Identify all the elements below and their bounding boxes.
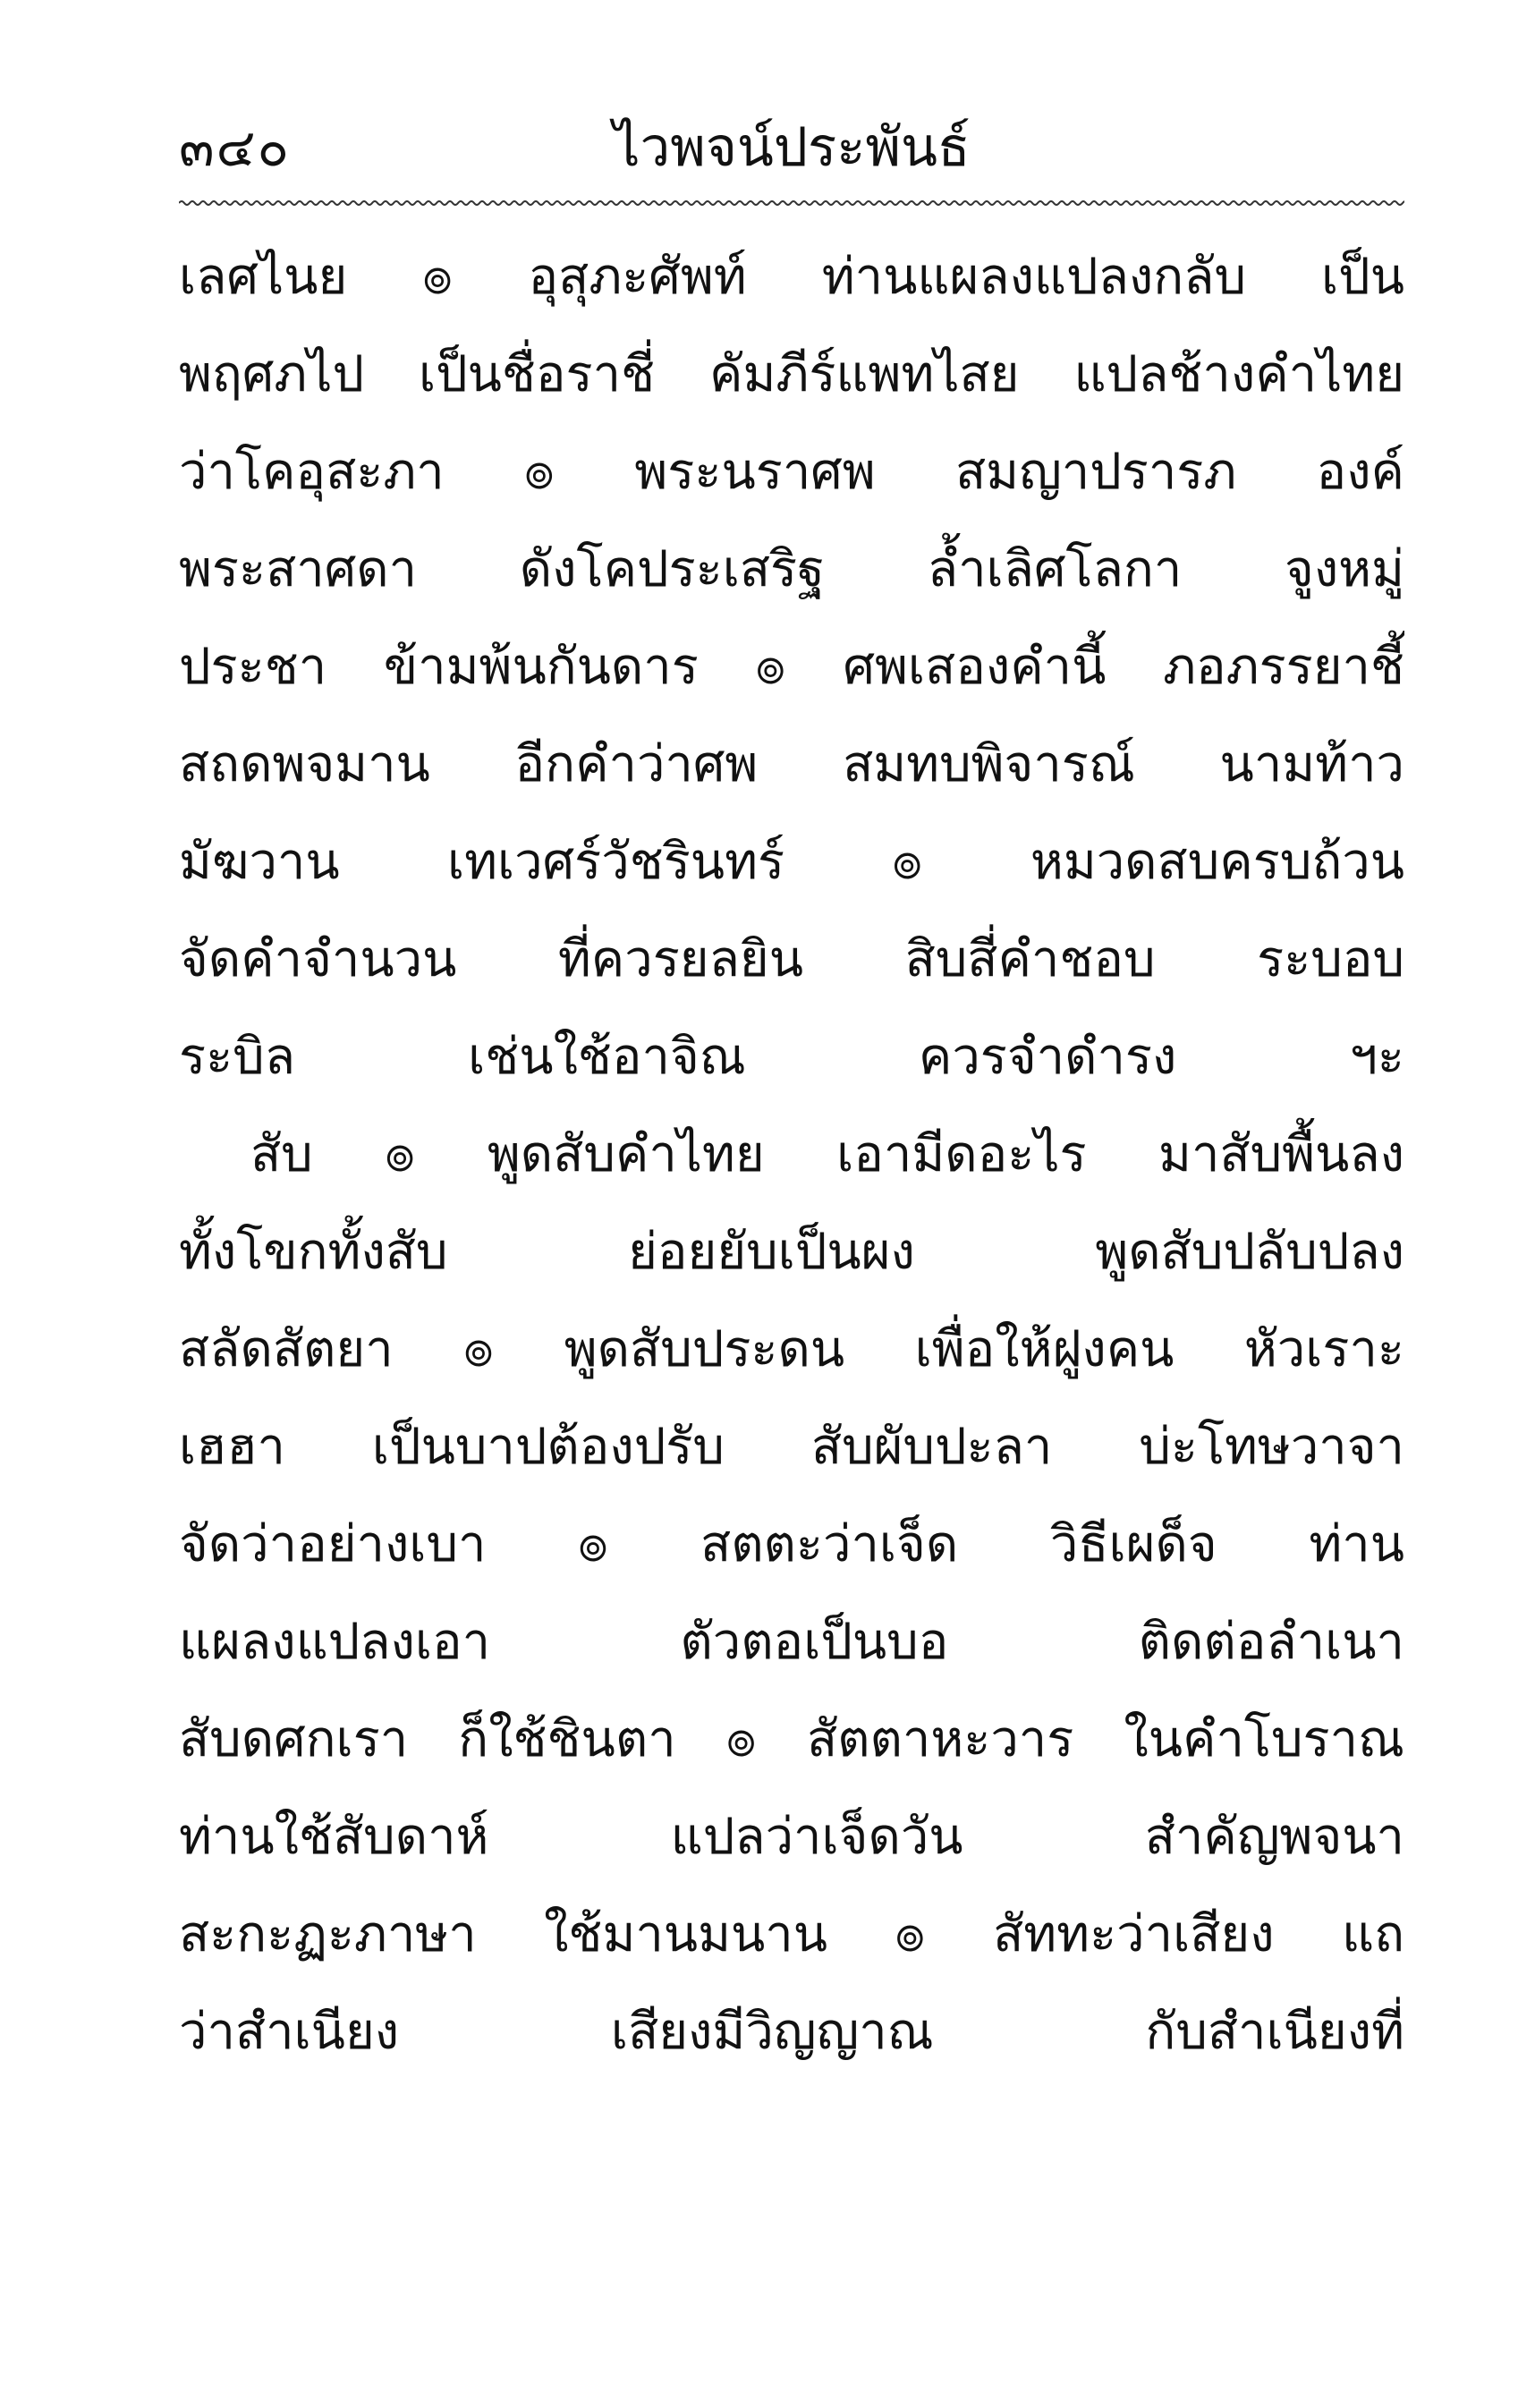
page-number: ๓๔๐	[179, 117, 291, 178]
verse-line-11: ทั้งโขกทั้งสับ ย่อยยับเป็นผง พูดสับปลับปลง	[179, 1223, 1404, 1281]
verse-line-10: สับ ๏ พูดสับคำไทย เอามีดอะไร มาสับพื้นลง	[250, 1125, 1404, 1183]
verse-line-15: แผลงแปลงเอา ตัวตอเป็นบอ ติดต่อลำเนา	[179, 1613, 1404, 1671]
wavy-rule-graphic	[179, 199, 1404, 208]
verse-line-6: สถดพจมาน อีกคำว่าศพ สมทบพิจารณ์ นามท้าว	[179, 735, 1404, 793]
verse-line-8: จัดคำจำนวน ที่ควรยลยิน สิบสี่คำชอบ ระบอบ	[179, 930, 1404, 988]
page-header	[179, 107, 1404, 188]
verse-line-3: ว่าโคอุสะภา ๏ พระนราศพ สมญาปรารภ องค์	[179, 443, 1404, 501]
verse-line-19: ว่าสำเนียง เสียงมีวิญญาณ กับสำเนียงที่	[179, 2003, 1404, 2061]
verse-line-14: จัดว่าอย่างเบา ๏ สตตะว่าเจ็ด วิธีเผด็จ ท่าน	[179, 1515, 1404, 1573]
verse-line-9: ระบิล เช่นใช้อาจิณ ควรจำดำรง ฯะ	[179, 1028, 1404, 1086]
verse-line-16: สับดศกเรา ก็ใช้ชินตา ๏ สัตตาหะวาร ในคำโบราณ	[179, 1710, 1404, 1768]
verse-line-5: ประชา ข้ามพ้นกันดาร ๏ ศพเสองคำนี้ ภอภรรยาชี้	[179, 638, 1404, 696]
verse-body	[179, 228, 1404, 2081]
verse-line-18: สะกะฏะภาษา ใช้มานมนาน ๏ สัททะว่าเสียง แถ	[179, 1905, 1404, 1963]
verse-line-13: เฮฮา เป็นบาปต้องปรับ สับผับปะลา บ่ะโทษวาจา	[179, 1418, 1404, 1476]
verse-line-2: พฤศภไป เป็นชื่อราชี่ คัมภีร์แพทไสย แปลช้างคำไทย	[179, 345, 1404, 403]
verse-line-7: มัฆวาน เทเวศร์วัชรินทร์ ๏ หมวดสบครบถ้วน	[179, 833, 1404, 891]
verse-line-4: พระสาศดา ดังโคประเสริฐ ล้ำเลิศโลกา จูงหมู่	[179, 540, 1404, 598]
verse-line-1: เลศไนย ๏ อุสุภะศัพท์ ท่านแผลงแปลงกลับ เป็น	[179, 248, 1404, 306]
verse-line-17: ท่านใช้สับดาห์ แปลว่าเจ็ดวัน สำคัญพจนา	[179, 1808, 1404, 1866]
running-title: ไวพจน์ประพันธ์	[613, 116, 971, 179]
verse-line-12: สลัดสัตยา ๏ พูดสับประดน เพื่อให้ฝูงคน หัวเราะ	[179, 1320, 1404, 1378]
header-wavy-rule	[179, 199, 1404, 208]
